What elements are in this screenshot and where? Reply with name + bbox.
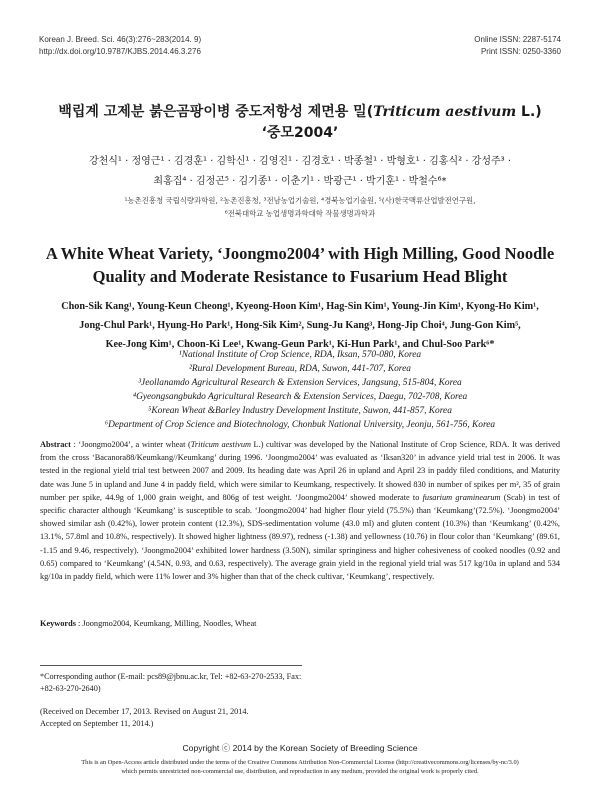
header-right bbox=[474, 34, 561, 58]
abstract: Abstract : ‘Joongmo2004’, a winter wheat (Triticum aestivum L.) cultivar was developed by the National Institute of Crop Science, RDA. It was derived from the cross ‘Bacanora88/Keumkang//Keumkang’ during 1996. ‘Joongmo2004’ was evaluated as ‘Iksan320’ in advance yield trial test in 2006. It was tested in the regional yield trial test between 2007 and 2009. Its heading date was April 26 in upland and April 23 in paddy filed conditions, and Maturity date was June 5 in upland and June 4 in paddy field, which were similar to Keumkang, respectively. It showed 830 in number of spikes per m², 35 of grain number per spike, 44.9g of 1,000 grain weight, and 806g of test weight. ‘Joongmo2004’ showed moderate to fusarium graminearum (Scab) in test of specific character although ‘Keumkang’ is susceptible to scab. ‘Joongmo2004’ had higher flour yield (75.5%) than ‘Keumkang’(72.5%). ‘Joongmo2004’ showed similar ash (0.42%), lower protein content (12.3%), SDS-sedimentation volume (43.0 ml) and gluten content (10.3%) than ‘Keumkang’ (0.42%, 13.1%, 57.8ml and 10.8%, respectively). It showed higher lightness (89.97), redness (-1.38) and yellowness (10.76) in flour color than ‘Keumkang’ (89.61, -1.15 and 9.46, respectively). ‘Joongmo2004’ exhibited lower hardness (3.50N), similar springiness and higher cohesiveness of cooked noodles (0.92 and 0.65) compared to ‘Keumkang’ (4.54N, 0.93, and 0.63, respectively). The average grain yield in the regional yield trial was 517 kg/10a in upland and 534 kg/10a in paddy field, which were 11% lower and 3% higher than that of the check cultivar, ‘Keumkang’, respectively. bbox=[40, 440, 560, 582]
english-authors: Chon-Sik Kang¹, Young-Keun Cheong¹, Kyeong-Hoon Kim¹, Hag-Sin Kim¹, Young-Jin Kim¹, Kyong-Ho Kim¹, Jong-Chul Park¹, Hyung-Ho Park¹, Hong-Sik Kim², Sung-Ju Kang³, Hong-Jip Choi⁴, Jung-Gon Kim⁵, Kee-Jong Kim¹, Choon-Ki Lee¹, Kwang-Geun Park¹, Ki-Hun Park¹, and Chul-Soo Park⁶* bbox=[61, 301, 539, 350]
affiliation-line: ⁴Gyeongsangbukdo Agricultural Research & Extension Services, Daegu, 702-708, Korea bbox=[132, 392, 468, 402]
korean-authors: 강천식¹ · 정영근¹ · 김경훈¹ · 김학신¹ · 김영진¹ · 김경호¹ · 박종철¹ · 박형호¹ · 김홍식² · 강성주³ · 최홍집⁴ · 김정곤⁵ · 김기종¹ · 이춘기¹ · 박광근¹ · 박기훈¹ · 박철수⁶* bbox=[88, 156, 512, 187]
affiliation-line: ¹National Institute of Crop Science, RDA, Iksan, 570-080, Korea bbox=[178, 350, 422, 360]
affiliation-line: ²Rural Development Bureau, RDA, Suwon, 441-707, Korea bbox=[189, 364, 411, 374]
affiliation-line: ⁵Korean Wheat &Barley Industry Development Institute, Suwon, 441-857, Korea bbox=[148, 406, 452, 416]
footnote-divider bbox=[40, 665, 302, 666]
abstract-label: Abstract bbox=[40, 440, 71, 449]
english-title: A White Wheat Variety, ‘Joongmo2004’ with High Milling, Good Noodle Quality and Moderate Resistance to Fusarium Head Blight bbox=[45, 244, 555, 286]
korean-title-line1: 백립계 고제분 붉은곰팡이병 중도저항성 제면용 밀(Triticum aestivum L.) bbox=[58, 104, 542, 120]
korean-title-line2: ‘중모2004’ bbox=[261, 125, 339, 141]
korean-title bbox=[40, 102, 560, 144]
keywords: Keywords : Joongmo2004, Keumkang, Milling, Noodles, Wheat bbox=[40, 619, 257, 628]
journal-citation: Korean J. Breed. Sci. 46(3):276~283(2014. 9) bbox=[39, 35, 202, 44]
doi-link[interactable]: http://dx.doi.org/10.9787/KJBS.2014.46.3.276 bbox=[39, 47, 201, 56]
print-issn: Print ISSN: 0250-3360 bbox=[480, 47, 561, 56]
copyright-notice: Copyright ⓒ 2014 by the Korean Society of Breeding Science bbox=[182, 743, 418, 753]
keywords-label: Keywords bbox=[40, 619, 76, 628]
corresponding-author-footnote: *Corresponding author (E-mail: pcs89@jbnu.ac.kr, Tel: +82-63-270-2533, Fax: +82-63-270-2640) bbox=[40, 672, 302, 693]
online-issn: Online ISSN: 2287-5174 bbox=[474, 35, 561, 44]
korean-affiliations: ¹농촌진흥청 국립식량과학원, ²농촌진흥청, ³전남농업기술원, ⁴경북농업기술원, ⁵(사)한국맥류산업발전연구원, ⁶전북대학교 농업생명과학대학 작물생명과학과 bbox=[124, 196, 476, 218]
affiliation-line: ⁶Department of Crop Science and Biotechnology, Chonbuk National University, Jeonju, 561-756, Korea bbox=[104, 420, 496, 430]
english-affiliations bbox=[40, 348, 560, 432]
affiliation-line: ³Jeollanamdo Agricultural Research & Extension Services, Jangsung, 515-804, Korea bbox=[138, 378, 462, 388]
received-dates-footnote: (Received on December 17, 2013. Revised on August 21, 2014. Accepted on September 11, 2014.) bbox=[40, 707, 249, 728]
license-notice: This is an Open-Access article distributed under the terms of the Creative Commons Attribution Non-Commercial License (http://creativecommons.org/licenses/by-nc/3.0) which permits unrestricted non-commercial use, distribution, and reproduction in any medium, provided the original work is properly cited. bbox=[81, 759, 519, 775]
header-left bbox=[39, 34, 201, 58]
